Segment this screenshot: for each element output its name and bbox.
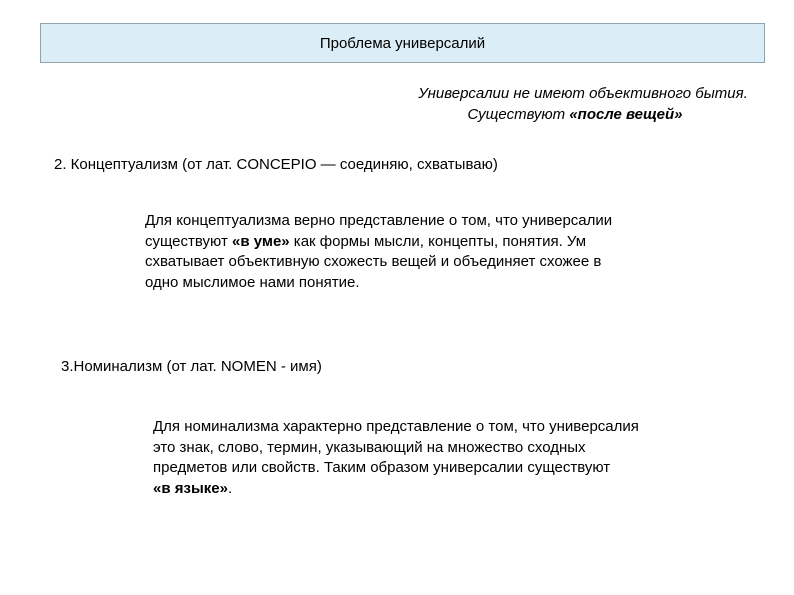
conceptualism-paragraph	[145, 211, 745, 293]
title-box	[40, 23, 765, 63]
in-mind-emphasis: «в уме»	[231, 232, 290, 250]
nominalism-line-4	[153, 479, 763, 500]
note-line-1: Универсалии не имеют объективного бытия.	[418, 85, 748, 102]
nominalism-line-3: предметов или свойств. Таким образом универсалии существуют	[153, 459, 611, 476]
conceptualism-line-2-prefix: существуют	[145, 232, 232, 250]
in-language-emphasis: «в языке»	[153, 479, 228, 497]
note-line-2	[360, 104, 790, 125]
page-title: Проблема универсалий	[319, 34, 486, 52]
conceptualism-line-4: одно мыслимое нами понятие.	[145, 273, 360, 291]
note-line-2-prefix: Существуют	[467, 106, 570, 123]
nominalism-line-1: Для номинализма характерно представление о том, что универсалия	[153, 418, 639, 435]
nominalism-line-2: это знак, слово, термин, указывающий на множество сходных	[153, 438, 586, 456]
note-after-things: «после вещей»	[569, 106, 683, 123]
conceptualism-line-1: Для концептуализма верно представление о том, что универсалии	[145, 212, 613, 229]
nominalism-heading: 3.Номинализм (от лат. NOMEN - имя)	[61, 358, 322, 375]
nominalism-line-4-suffix: .	[227, 479, 233, 497]
universals-note	[360, 83, 790, 125]
conceptualism-line-3: схватывает объективную схожесть вещей и объединяет схожее в	[145, 253, 602, 270]
conceptualism-line-2-suffix: как формы мысли, концепты, понятия. Ум	[289, 232, 587, 250]
conceptualism-heading: 2. Концептуализм (от лат. CONCEPIO — соединяю, схватываю)	[54, 156, 498, 173]
conceptualism-line-2	[145, 232, 745, 253]
nominalism-paragraph	[153, 417, 763, 499]
